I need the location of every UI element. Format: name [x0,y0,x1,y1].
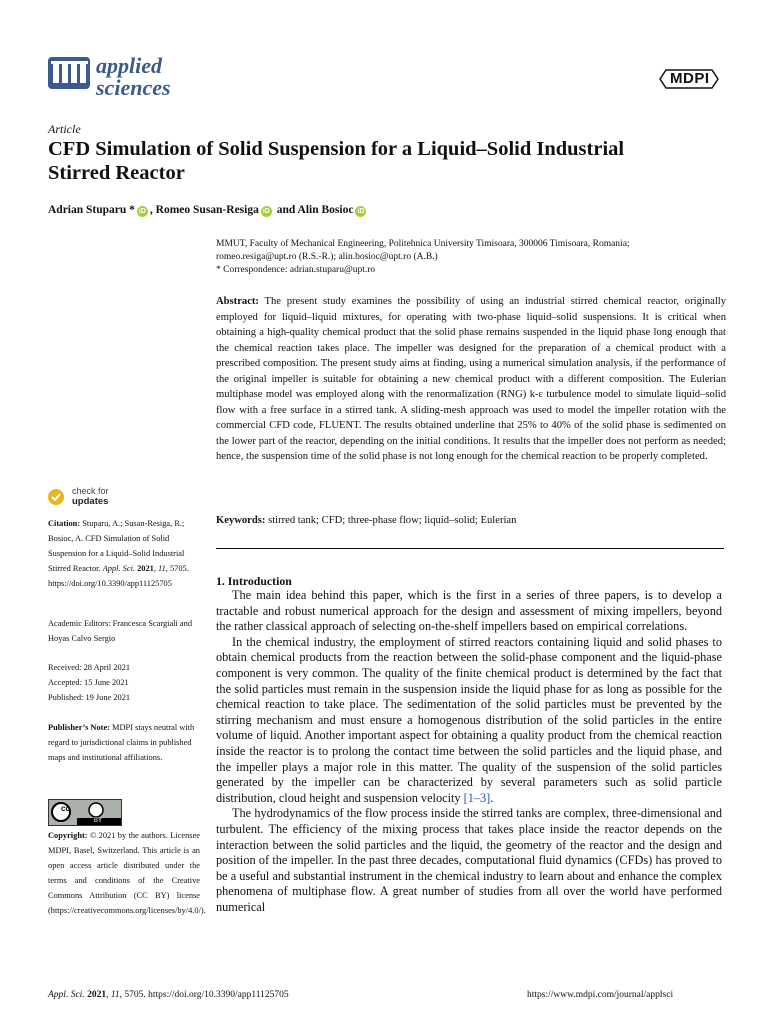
citation-year: 2021 [137,564,154,573]
journal-name: applied sciences [96,53,171,100]
journal-logo-icon [48,57,90,89]
mdpi-logo [658,66,720,97]
section-divider [216,548,724,549]
affiliation-emails[interactable]: romeo.resiga@upt.ro (R.S.-R.); alin.bosioc@upt.ro (A.B.) [216,252,438,262]
citation-volume: 11 [158,564,166,573]
citation-journal: Appl. Sci. [102,564,135,573]
published-date: Published: 19 June 2021 [48,693,131,702]
abstract [216,294,726,465]
received-date: Received: 28 April 2021 [48,663,131,672]
introduction-body [216,588,722,915]
article-type: Article [48,122,81,136]
cc-mark: cc [61,804,70,813]
abstract-label: Abstract: [216,296,259,307]
copyright [48,828,206,918]
footer-year: 2021 [87,990,107,1000]
academic-editors: Academic Editors: Francesca Scargiali and Hoyas Calvo Sergio [48,619,193,643]
author-2[interactable]: , Romeo Susan-Resiga [149,204,259,216]
footer-citation: Appl. Sci. 2021, 11, 5705. https://doi.org/10.3390/app11125705 [48,990,289,1000]
paragraph-1: The main idea behind this paper, which is the first in a series of three papers, is to develop a tractable and robust numerical approach for the design and assessment of mixing impellers, beyond the rather classical approach of selecting on-the-shelf impellers based on empirical correlations. [216,588,722,634]
author-1[interactable]: Adrian Stuparu * [48,204,135,216]
section-heading: 1. Introduction [216,574,292,588]
citation-doi[interactable]: , 5705. https://doi.org/10.3390/app11125705 [48,564,189,588]
accepted-date: Accepted: 15 June 2021 [48,678,129,687]
citation-label: Citation: [48,519,81,528]
citation-text: Stuparu, A.; Susan-Resiga, R.; Bosioc, A. CFD Simulation of Solid Suspension for a Liquid–Solid Industrial Stirred Reactor. [48,519,185,573]
keywords [216,515,516,526]
reference-link[interactable]: [1–3] [463,790,491,805]
footer-journal: Appl. Sci. [48,990,85,1000]
affiliation-line: MMUT, Faculty of Mechanical Engineering, Politehnica University Timisoara, 300006 Timisoara, Romania; [216,239,630,249]
check-line2: updates [72,496,109,507]
footer-doi[interactable]: , 5705. https://doi.org/10.3390/app11125705 [119,990,289,1000]
affiliations [216,238,726,277]
author-list [48,204,368,217]
note-text: MDPI stays neutral with regard to jurisdictional claims in published maps and institutional affiliations. [48,723,195,762]
orcid-icon[interactable]: iD [262,208,270,215]
footer-url[interactable]: https://www.mdpi.com/journal/applsci [527,990,674,1000]
paragraph-2: In the chemical industry, the employment of stirred reactors containing liquid and solid phases to obtain chemical products from the reaction between the solid-phase component and the liquid-phase component is very common. The quality of the finite chemical product is determined by the fact that the solid particles must remain in the suspension inside the liquid phase for as long as possible for the chemical reaction to take place. The sedimentation of the solid particles must be prevented by the stirring mechanism and must ensure a homogenous distribution of the solid particles in the entire volume of liquid. Another important aspect for obtaining a quality product from the chemical reaction inside the reactor is to prolong the contact time between the solid particles and the liquid phase, and the impeller plays a major role in this matter. The quality of the suspension of the solid particles generated by the impeller can be characterized by several parameters such as solid particle distribution, cloud height and suspension velocity [1–3]. [216,634,722,805]
cc-by-license-icon[interactable] [48,799,122,826]
correspondence[interactable]: * Correspondence: adrian.stuparu@upt.ro [216,265,376,275]
orcid-icon[interactable]: iD [357,208,365,215]
check-icon [48,489,64,505]
check-line1: check for [72,486,109,496]
note-label: Publisher’s Note: [48,723,110,732]
abstract-text: The present study examines the possibility of using an industrial stirred chemical reactor, originally employed for liquid–liquid mixtures, for operating with two-phase liquid–solid suspensions. It is critical when obtaining a high-quality chemical product that the solid phase remains suspended in the liquid phase long enough that the chemical reaction takes place. The impeller was designed for the preparation of a chemical product with a prescribed composition. The present study aims at finding, using a numerical simulation analysis, if the performance of the original impeller is suitable for obtaining a new chemical product with a different composition. The Eulerian multiphase model was employed along with the renormalization (RNG) k-ε turbulence model to simulate liquid–solid flow with a free surface in a stirred tank. A sliding-mesh approach was used to model the impeller rotation with the commercial CFD code, FLUENT. The results obtained underline that 25% to 40% of the solid phase is sedimented on the lower part of the reactor, depending on the initial conditions. It results that the impeller does not perform as needed; hence, the suspension time of the solid phase is not long enough for the chemical reaction to be properly completed. [216,296,726,462]
citation: Citation: Stuparu, A.; Susan-Resiga, R.; Bosioc, A. CFD Simulation of Solid Suspension for a Liquid–Solid Industrial Stirred Reactor. Appl. Sci. 2021, 11, 5705. https://doi.org/10.3390/app11125705 [48,519,189,588]
author-3[interactable]: and Alin Bosioc [273,204,354,216]
dates [48,660,200,705]
copyright-text: © 2021 by the authors. Licensee MDPI, Basel, Switzerland. This article is an open access article distributed under the terms and conditions of the Creative Commons Attribution (CC BY) license (https://creativecommons.org/licenses/by/4.0/). [48,831,206,915]
orcid-icon[interactable]: iD [138,208,146,215]
copyright-label: Copyright: [48,831,88,840]
keywords-text: stirred tank; CFD; three-phase flow; liquid–solid; Eulerian [268,515,517,526]
cc-by-label: BY [94,818,103,824]
article-title: CFD Simulation of Solid Suspension for a Liquid–Solid Industrial Stirred Reactor [48,138,625,184]
check-for-updates[interactable] [48,486,109,507]
keywords-label: Keywords: [216,515,266,526]
footer-volume: 11 [110,990,120,1000]
publisher-name: MDPI [670,70,710,87]
paragraph-3: The hydrodynamics of the flow process inside the stirred tanks are complex, three-dimensional and turbulent. The efficiency of the mixing process that takes place inside the reactor depends on the interaction between the solid particles and the liquid, the geometry of the reactor and the design and position of the impeller. In the past three decades, computational fluid dynamics (CFDs) has proved to be a useful and substantial instrument in the chemical industry to learn about and enhance the complex phenomena of multiphase flow. A great number of studies from all over the world have performed numerical [216,806,722,914]
publishers-note [48,720,200,765]
